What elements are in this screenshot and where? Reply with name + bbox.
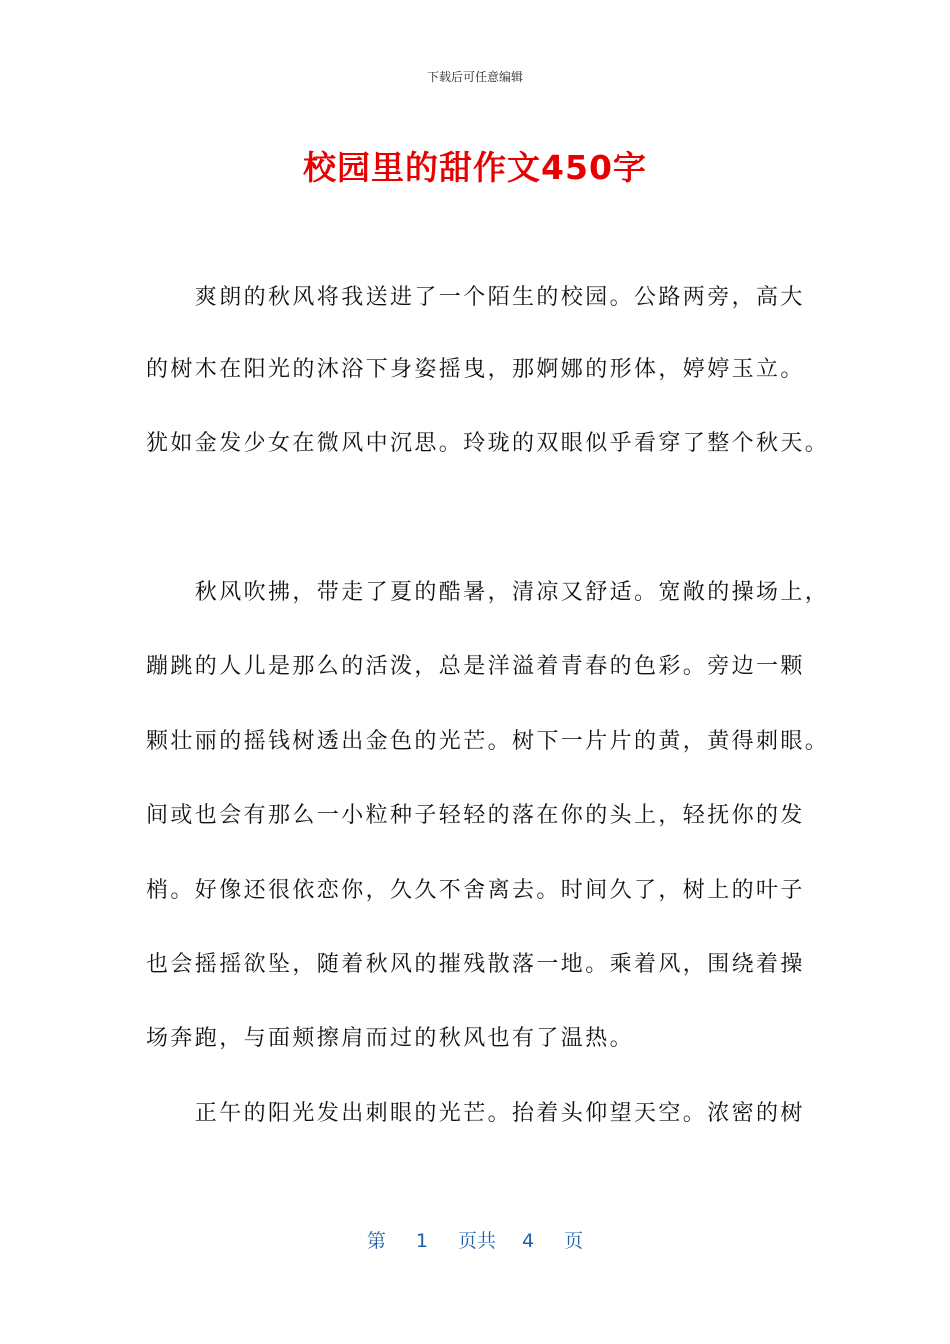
paragraph-2-line-4: 间或也会有那么一小粒种子轻轻的落在你的头上，轻抚你的发 bbox=[146, 803, 805, 828]
paragraph-1-line-3: 犹如金发少女在微风中沉思。玲珑的双眼似乎看穿了整个秋天。 bbox=[146, 431, 830, 456]
footer-suffix: 页 bbox=[564, 1230, 584, 1252]
paragraph-2-line-7: 场奔跑，与面颊擦肩而过的秋风也有了温热。 bbox=[146, 1026, 635, 1051]
paragraph-2-line-5: 梢。好像还很依恋你，久久不舍离去。时间久了，树上的叶子 bbox=[146, 878, 805, 903]
paragraph-1-line-2: 的树木在阳光的沐浴下身姿摇曳，那婀娜的形体，婷婷玉立。 bbox=[146, 357, 805, 382]
footer-total-pages: 4 bbox=[522, 1230, 535, 1252]
footer-middle: 页共 bbox=[457, 1230, 496, 1252]
document-title: 校园里的甜作文450字 bbox=[303, 148, 647, 187]
paragraph-2-line-1: 秋风吹拂，带走了夏的酷暑，清凉又舒适。宽敞的操场上， bbox=[146, 580, 830, 605]
footer-prefix: 第 bbox=[366, 1230, 386, 1252]
page-footer bbox=[0, 1226, 950, 1253]
footer-page-number: 1 bbox=[415, 1230, 428, 1252]
paragraph-1-line-1: 爽朗的秋风将我送进了一个陌生的校园。公路两旁，高大 bbox=[146, 285, 805, 310]
paragraph-2-line-2: 蹦跳的人儿是那么的活泼，总是洋溢着青春的色彩。旁边一颗 bbox=[146, 654, 805, 679]
paragraph-2-line-3: 颗壮丽的摇钱树透出金色的光芒。树下一片片的黄，黄得刺眼。 bbox=[146, 729, 830, 754]
paragraph-3-line-1: 正午的阳光发出刺眼的光芒。抬着头仰望天空。浓密的树 bbox=[146, 1101, 805, 1126]
header-note: 下载后可任意编辑 bbox=[426, 70, 523, 84]
paragraph-2-line-6: 也会摇摇欲坠，随着秋风的摧残散落一地。乘着风，围绕着操 bbox=[146, 952, 805, 977]
